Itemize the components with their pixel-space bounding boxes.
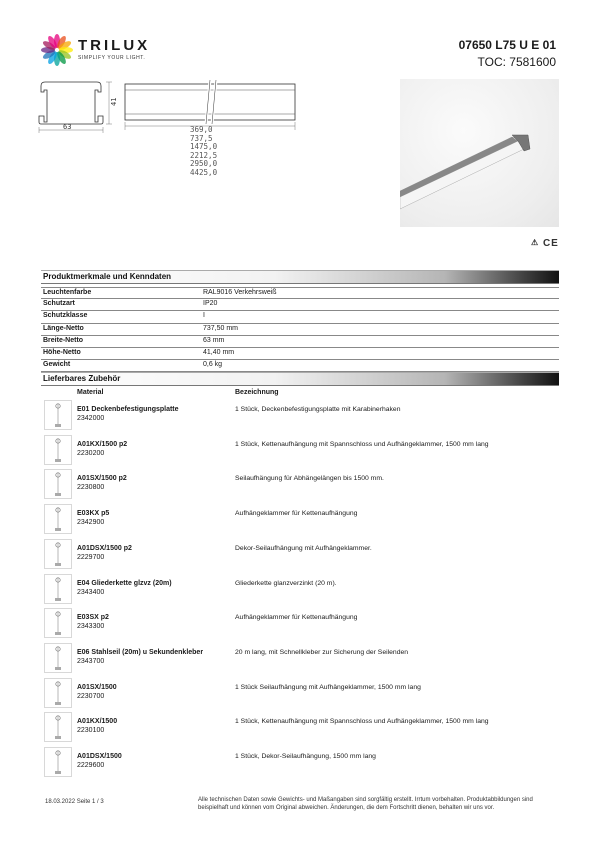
accessory-item <box>41 712 559 746</box>
ce-mark: CE <box>542 238 559 249</box>
wire-suspension-icon <box>44 678 72 708</box>
product-toc: TOC: 7581600 <box>477 55 556 69</box>
link-chain-icon <box>44 574 72 604</box>
certification-marks <box>531 238 559 249</box>
technical-drawing <box>33 78 298 178</box>
accessory-item <box>41 574 559 608</box>
accessory-article-number: 2343400 <box>77 588 105 596</box>
trilux-logo <box>40 33 175 69</box>
spec-value: IP20 <box>203 300 218 308</box>
accessory-name: E04 Gliederkette glzvz (20m) <box>77 579 172 587</box>
width-dimension-label: 63 <box>63 123 72 131</box>
spec-value: 63 mm <box>203 336 225 344</box>
accessory-article-number: 2343300 <box>77 623 105 631</box>
accessory-item <box>41 504 559 538</box>
accessory-name: A01SX/1500 <box>77 683 117 691</box>
deco-wire-suspension-icon <box>44 539 72 569</box>
accessory-item <box>41 608 559 642</box>
accessory-article-number: 2229700 <box>77 553 105 561</box>
section-title: Lieferbares Zubehör <box>43 374 121 383</box>
accessory-description: Aufhängeklammer für Kettenaufhängung <box>235 614 358 622</box>
spec-key: Schutzart <box>43 300 75 308</box>
product-code: 07650 L75 U E 01 <box>458 38 556 52</box>
accessory-description: 1 Stück, Dekor-Seilaufhängung, 1500 mm lang <box>235 753 376 760</box>
accessory-article-number: 2343700 <box>77 657 105 665</box>
spec-key: Länge-Netto <box>43 324 84 332</box>
spec-row <box>41 287 559 299</box>
section-header-accessories <box>41 372 559 386</box>
deco-wire-suspension-icon <box>44 747 72 777</box>
accessory-name: E03SX p2 <box>77 614 109 622</box>
wire-suspension-icon <box>44 469 72 499</box>
length-value: 1475,0 <box>190 142 218 151</box>
accessory-name: E03KX p5 <box>77 510 110 518</box>
spec-row <box>41 311 559 323</box>
spec-key: Höhe-Netto <box>43 348 81 356</box>
spec-key: Schutzklasse <box>43 312 88 320</box>
accessory-description: Dekor-Seilaufhängung mit Aufhängeklammer. <box>235 544 372 552</box>
trilux-logo-icon <box>40 33 74 67</box>
accessory-description: 1 Stück, Kettenaufhängung mit Spannschloss und Aufhängeklammer, 1500 mm lang <box>235 440 489 448</box>
accessory-item <box>41 400 559 434</box>
accessory-description: Gliederkette glanzverzinkt (20 m). <box>235 579 337 587</box>
length-value: 369,0 <box>190 125 213 134</box>
luminaire-profile-image <box>400 79 559 227</box>
accessory-name: A01KX/1500 <box>77 718 118 726</box>
brand-tagline: SIMPLIFY YOUR LIGHT. <box>78 55 146 61</box>
accessory-item <box>41 678 559 712</box>
accessory-description: 1 Stück, Deckenbefestigungsplatte mit Karabinerhaken <box>235 406 401 413</box>
accessory-article-number: 2230100 <box>77 727 105 735</box>
length-value: 2950,0 <box>190 159 218 168</box>
length-value: 2212,5 <box>190 150 218 160</box>
accessory-article-number: 2342900 <box>77 519 105 527</box>
chain-suspension-icon <box>44 712 72 742</box>
spec-row <box>41 324 559 336</box>
column-header-description: Bezeichnung <box>235 389 279 396</box>
spec-row <box>41 336 559 348</box>
spec-key: Breite-Netto <box>43 336 84 344</box>
ceiling-plate-icon <box>44 400 72 430</box>
accessory-item <box>41 539 559 573</box>
accessory-name: A01DSX/1500 p2 <box>77 544 132 552</box>
accessory-name: E01 Deckenbefestigungsplatte <box>77 406 179 413</box>
spec-key: Gewicht <box>43 361 71 369</box>
length-value: 737,5 <box>190 133 213 143</box>
certification-icon: ⚠ <box>531 238 540 247</box>
accessory-article-number: 2230200 <box>77 449 105 457</box>
spec-value: 41,40 mm <box>203 348 235 356</box>
accessory-item <box>41 643 559 677</box>
spec-value: RAL9016 Verkehrsweiß <box>203 289 277 296</box>
accessory-description: Aufhängeklammer für Kettenaufhängung <box>235 510 358 518</box>
height-dimension-label: 41 <box>110 97 118 106</box>
accessory-item <box>41 747 559 781</box>
profile-cross-section <box>39 82 103 124</box>
spec-row <box>41 348 559 360</box>
product-photo <box>400 79 559 227</box>
length-dimensions <box>190 126 217 177</box>
section-title: Produktmerkmale und Kenndaten <box>43 272 172 281</box>
spec-row <box>41 299 559 311</box>
spec-table <box>41 287 559 372</box>
chain-clip-icon <box>44 608 72 638</box>
accessory-item <box>41 469 559 503</box>
spec-value: 0,6 kg <box>203 361 223 369</box>
section-header-features <box>41 270 559 284</box>
accessory-description: 1 Stück, Kettenaufhängung mit Spannschloss und Aufhängeklammer, 1500 mm lang <box>235 718 489 726</box>
accessory-article-number: 2230800 <box>77 484 105 492</box>
footer-date-page: 18.03.2022 Seite 1 / 3 <box>45 799 104 805</box>
accessory-article-number: 2230700 <box>77 692 105 700</box>
accessory-article-number: 2229600 <box>77 762 105 769</box>
chain-clip-icon <box>44 504 72 534</box>
accessory-name: A01SX/1500 p2 <box>77 475 127 483</box>
spec-value: I <box>203 312 205 320</box>
accessory-description: 1 Stück Seilaufhängung mit Aufhängeklammer, 1500 mm lang <box>235 683 421 691</box>
chain-suspension-icon <box>44 435 72 465</box>
accessory-name: A01DSX/1500 <box>77 753 122 760</box>
spec-key: Leuchtenfarbe <box>43 289 92 296</box>
brand-name: TRILUX <box>78 37 151 54</box>
accessory-item <box>41 435 559 469</box>
column-header-material: Material <box>77 389 104 396</box>
accessory-article-number: 2342000 <box>77 415 105 422</box>
accessory-name: E06 Stahlseil (20m) u Sekundenkleber <box>77 648 204 656</box>
spec-row <box>41 360 559 372</box>
accessory-description: 20 m lang, mit Schnellkleber zur Sicherung der Seilenden <box>235 648 409 656</box>
spec-value: 737,50 mm <box>203 324 239 332</box>
footer-disclaimer: Alle technischen Daten sowie Gewichts- und Maßangaben sind sorgfältig erstellt. Irrtum vorbehalten. Produktabbildungen sind beispielhaft und können vom Original abweichen. Änderungen, die dem Fortschritt dienen, behalten wir uns vor. <box>198 797 533 811</box>
steel-cable-icon <box>44 643 72 673</box>
length-value: 4425,0 <box>190 167 218 177</box>
accessory-name: A01KX/1500 p2 <box>77 440 128 448</box>
length-break-mark <box>206 80 216 124</box>
accessory-description: Seilaufhängung für Abhängelängen bis 1500 mm. <box>235 475 384 483</box>
